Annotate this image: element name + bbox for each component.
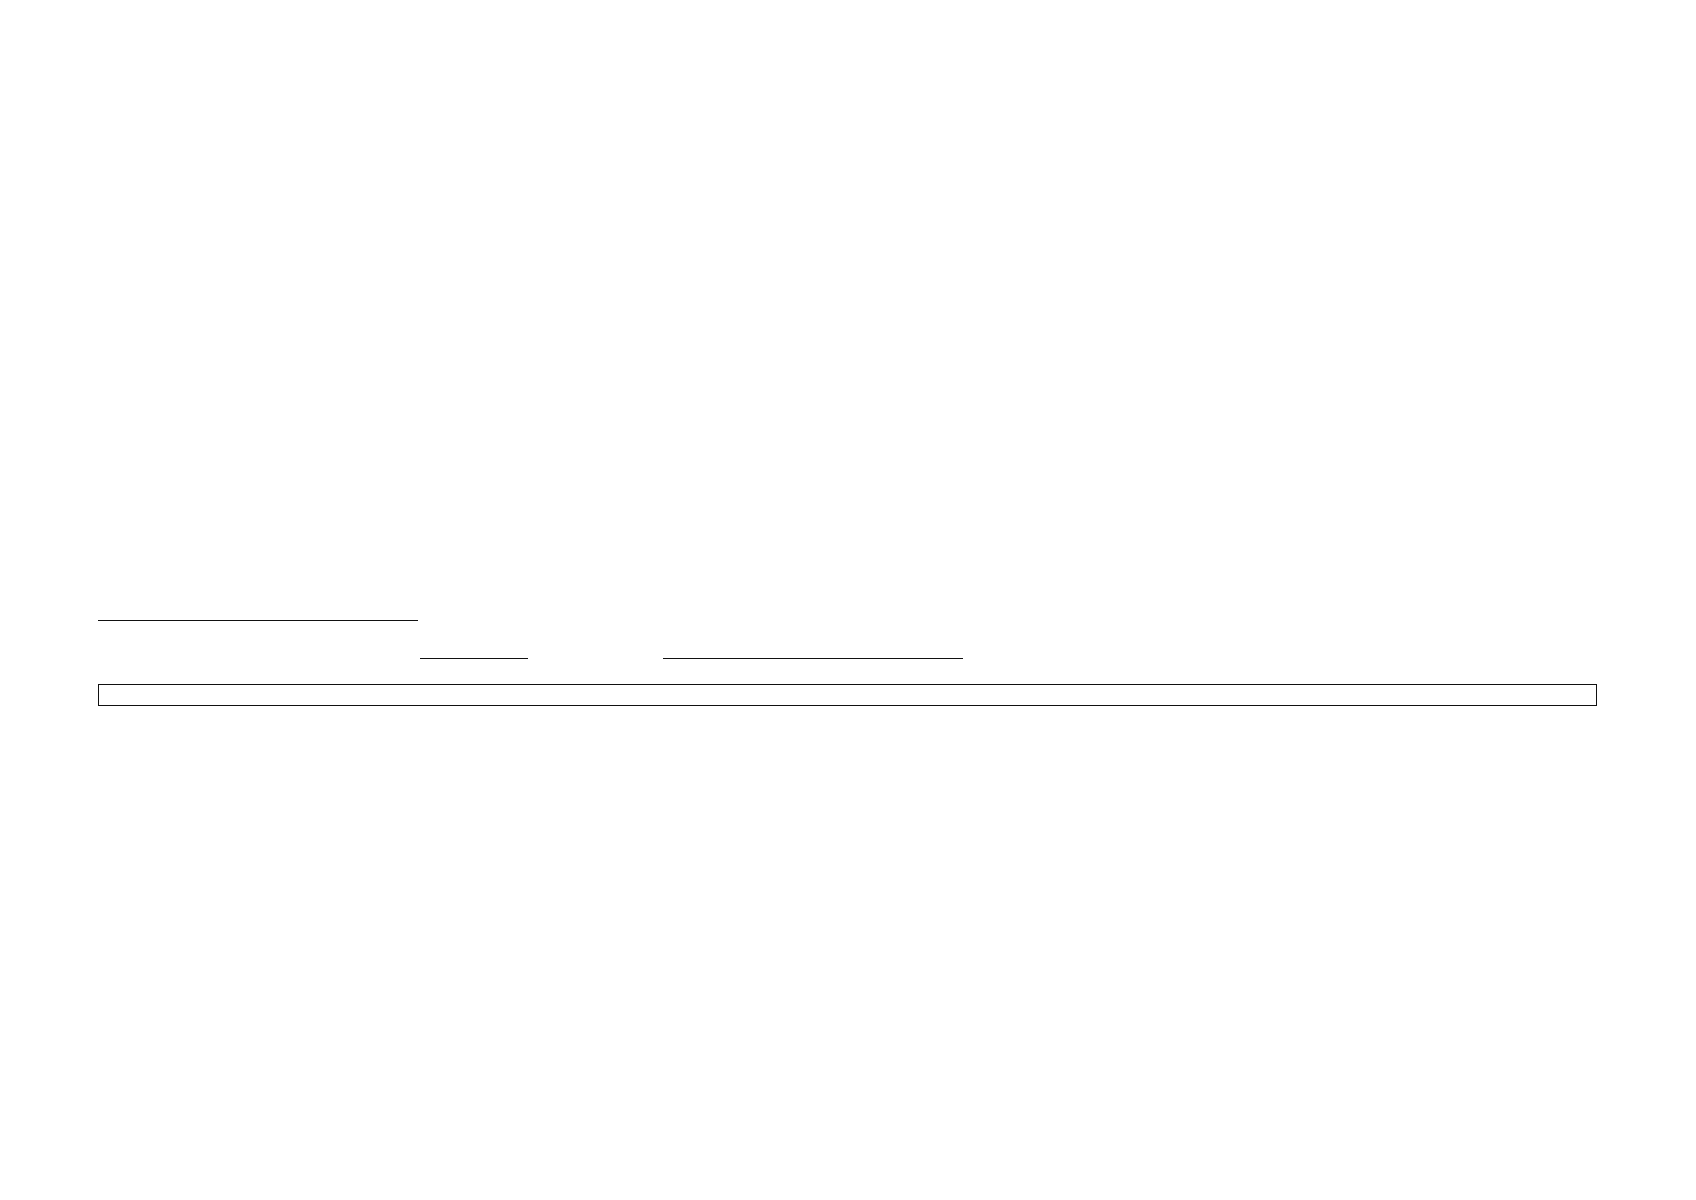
- summary-underline-2: [663, 658, 963, 659]
- summary-underline: [420, 658, 528, 659]
- district-title: [99, 685, 1597, 706]
- summary-label: [98, 620, 418, 621]
- district-summary: [98, 620, 1596, 660]
- housing-table-krasnoshchekovsky: [98, 684, 1597, 706]
